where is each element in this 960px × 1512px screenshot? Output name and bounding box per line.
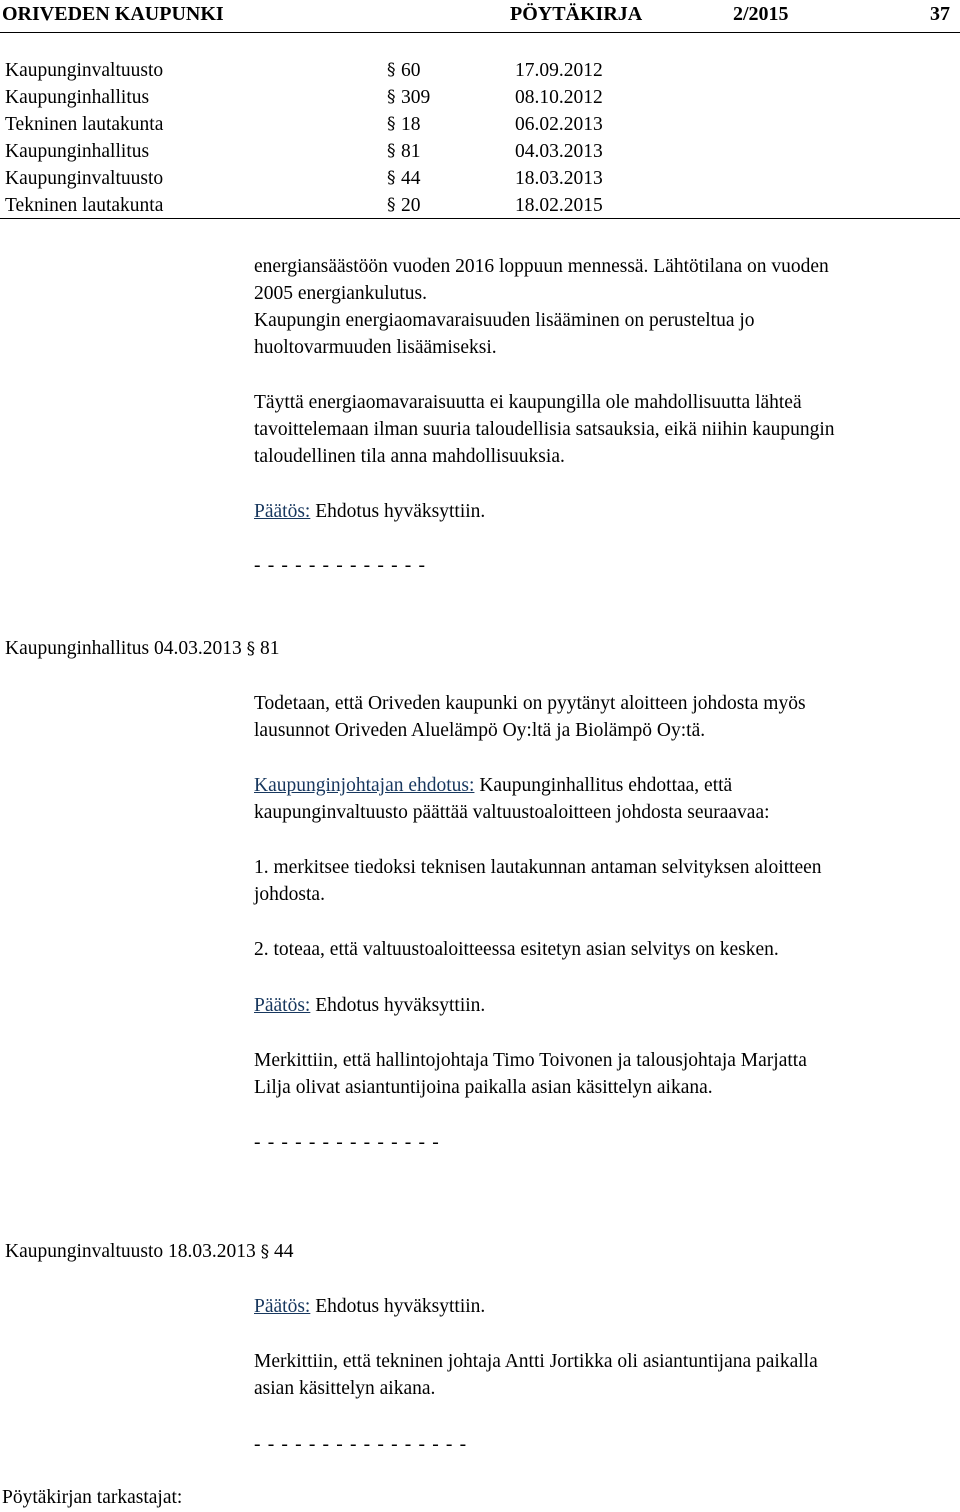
reference-row (5, 138, 960, 165)
decision (254, 992, 485, 1019)
reference-row (5, 57, 960, 84)
section-sign-icon: § (387, 87, 396, 107)
list-item-continued: johdosta. (254, 884, 325, 905)
proposal (254, 772, 732, 799)
section-sign-icon: § (260, 1242, 270, 1262)
municipality-name: ORIVEDEN KAUPUNKI (2, 3, 224, 25)
footer-signatories: Pöytäkirjan tarkastajat: (2, 1487, 183, 1508)
paragraph-line: Täyttä energiaomavaraisuutta ei kaupungilla ole mahdollisuutta lähteä (254, 392, 802, 413)
ref-body: Kaupunginhallitus (5, 141, 150, 162)
paragraph-line: kaupunginvaltuusto päättää valtuustoaloitteen johdosta seuraavaa: (254, 802, 770, 823)
ref-section: 18 (401, 114, 421, 135)
paragraph-line: lausunnot Oriveden Aluelämpö Oy:ltä ja Biolämpö Oy:tä. (254, 720, 706, 741)
ref-date: 08.10.2012 (515, 87, 603, 108)
separator: - - - - - - - - - - - - - (254, 555, 427, 576)
ref-body: Tekninen lautakunta (5, 195, 164, 216)
section-sign-icon: § (387, 60, 396, 80)
ref-section: 309 (401, 87, 431, 108)
reference-row (5, 84, 960, 111)
section-heading-text: Kaupunginhallitus 04.03.2013 (5, 638, 242, 659)
list-item: 2. toteaa, että valtuustoaloitteessa esitetyn asian selvitys on kesken. (254, 939, 779, 960)
page-number: 37 (930, 3, 950, 25)
section-heading (5, 1238, 294, 1266)
ref-date: 04.03.2013 (515, 141, 603, 162)
decision-text: Ehdotus hyväksyttiin. (315, 501, 486, 522)
paragraph-line: Todetaan, että Oriveden kaupunki on pyytänyt aloitteen johdosta myös (254, 693, 806, 714)
ref-section: 20 (401, 195, 421, 216)
ref-section: 60 (401, 60, 421, 81)
header-rule (0, 32, 960, 33)
section-sign-icon: § (387, 114, 396, 134)
ref-body: Kaupunginvaltuusto (5, 168, 164, 189)
paragraph-line: taloudellinen tila anna mahdollisuuksia. (254, 446, 565, 467)
list-item: 1. merkitsee tiedoksi teknisen lautakunnan antaman selvityksen aloitteen (254, 857, 822, 878)
decision-text: Ehdotus hyväksyttiin. (315, 1296, 486, 1317)
ref-section: 81 (401, 141, 421, 162)
ref-date: 06.02.2013 (515, 114, 603, 135)
paragraph-line: Merkittiin, että tekninen johtaja Antti Jortikka oli asiantuntijana paikalla (254, 1351, 818, 1372)
proposal-text: Kaupunginhallitus ehdottaa, että (479, 775, 733, 796)
reference-rule (0, 218, 960, 219)
reference-table (5, 57, 960, 219)
decision-text: Ehdotus hyväksyttiin. (315, 995, 486, 1016)
page-header (0, 0, 960, 32)
section-sign-icon: § (387, 195, 396, 215)
reference-row (5, 165, 960, 192)
ref-section: 44 (401, 168, 421, 189)
intro-line: energiansäästöön vuoden 2016 loppuun mennessä. Lähtötilana on vuoden (254, 256, 829, 277)
ref-body: Tekninen lautakunta (5, 114, 164, 135)
paragraph-line: Lilja olivat asiantuntijoina paikalla asian käsittelyn aikana. (254, 1077, 713, 1098)
paragraph-line: Merkittiin, että hallintojohtaja Timo Toivonen ja talousjohtaja Marjatta (254, 1050, 807, 1071)
separator: - - - - - - - - - - - - - - (254, 1132, 440, 1153)
section-heading-number: 44 (274, 1241, 294, 1262)
paragraph-line: asian käsittelyn aikana. (254, 1378, 436, 1399)
document-type: PÖYTÄKIRJA (510, 3, 643, 25)
decision (254, 1293, 485, 1320)
ref-date: 17.09.2012 (515, 60, 603, 81)
section-heading-text: Kaupunginvaltuusto 18.03.2013 (5, 1241, 256, 1262)
section-sign-icon: § (387, 168, 396, 188)
ref-date: 18.03.2013 (515, 168, 603, 189)
intro-line: Kaupungin energiaomavaraisuuden lisääminen on perusteltua jo (254, 310, 755, 331)
ref-body: Kaupunginhallitus (5, 87, 150, 108)
paragraph-line: tavoittelemaan ilman suuria taloudellisia satsauksia, eikä niihin kaupungin (254, 419, 835, 440)
document-number: 2/2015 (733, 3, 789, 25)
ref-date: 18.02.2015 (515, 195, 603, 216)
reference-row (5, 192, 960, 219)
section-heading (5, 635, 279, 663)
separator: - - - - - - - - - - - - - - - - (254, 1434, 468, 1455)
decision (254, 498, 485, 525)
decision-label: Päätös: (254, 501, 311, 522)
intro-line: huoltovarmuuden lisäämiseksi. (254, 337, 497, 358)
ref-body: Kaupunginvaltuusto (5, 60, 164, 81)
section-sign-icon: § (246, 639, 256, 659)
decision-label: Päätös: (254, 995, 311, 1016)
proposal-label: Kaupunginjohtajan ehdotus: (254, 775, 475, 796)
section-sign-icon: § (387, 141, 396, 161)
intro-line: 2005 energiankulutus. (254, 283, 427, 304)
section-heading-number: 81 (259, 638, 280, 659)
decision-label: Päätös: (254, 1296, 311, 1317)
reference-row (5, 111, 960, 138)
